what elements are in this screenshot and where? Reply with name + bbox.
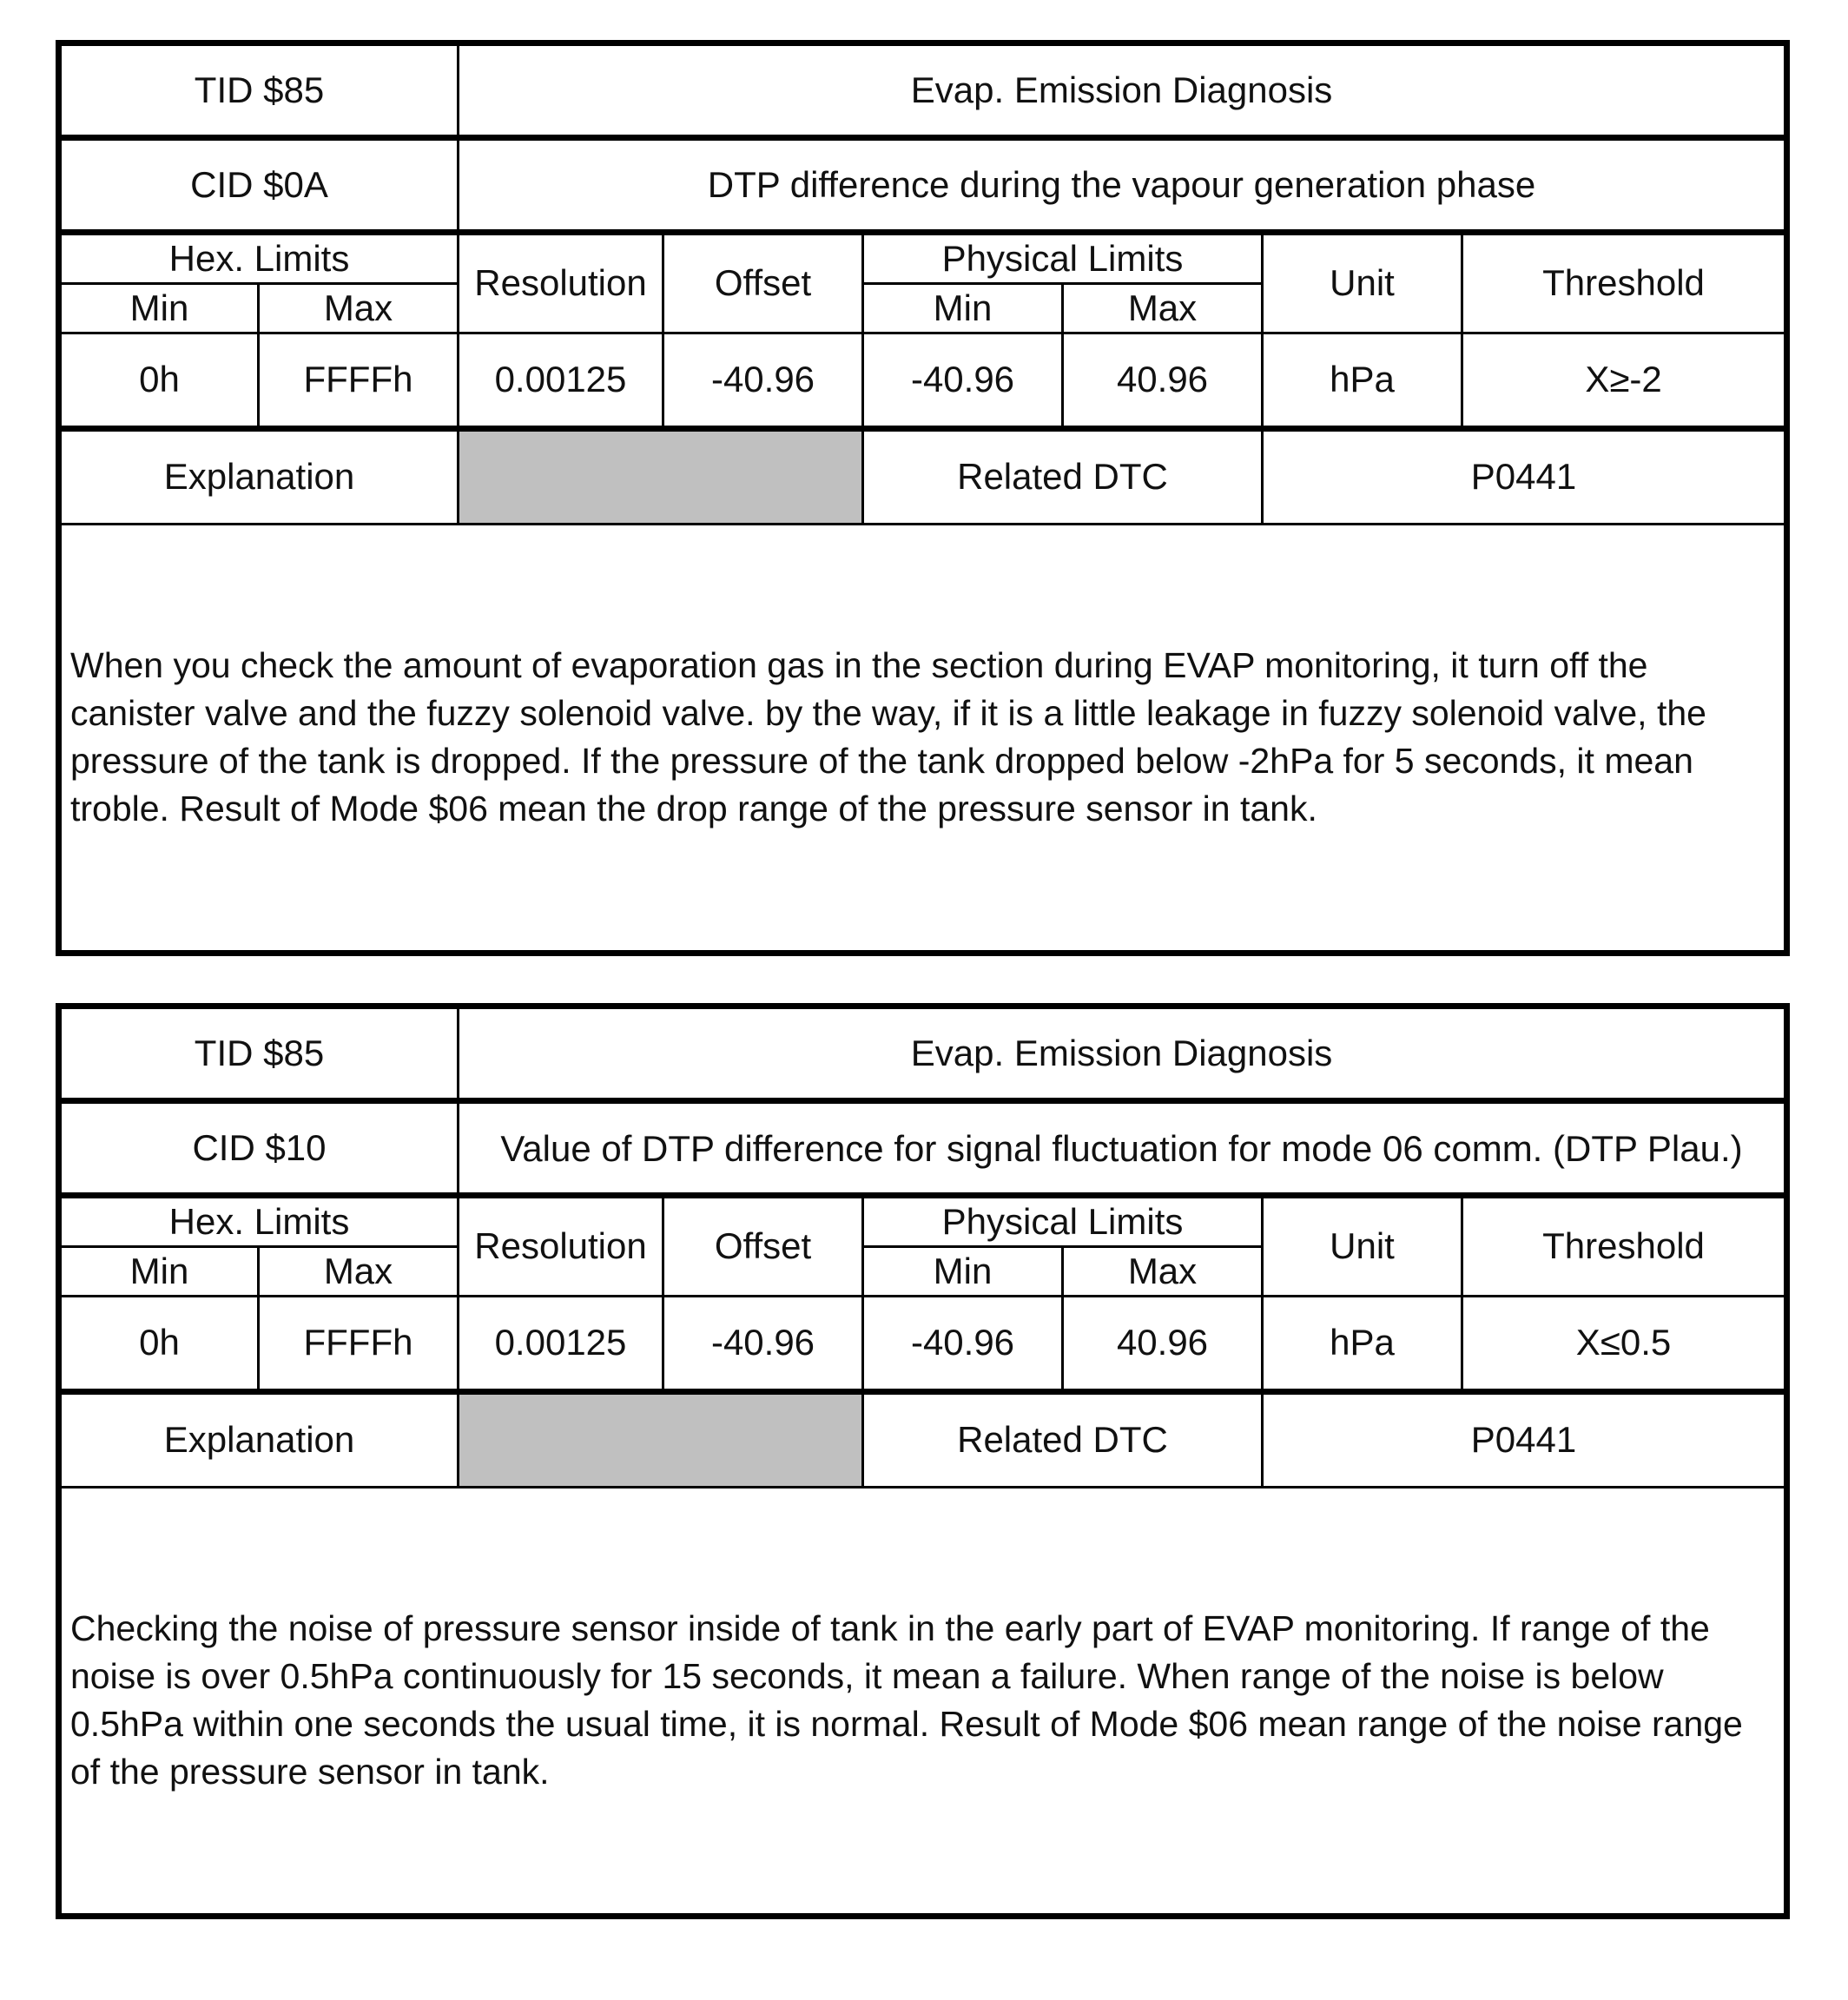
phys-min-value: -40.96 (863, 333, 1063, 428)
gray-blank-cell (459, 428, 863, 524)
phys-min-header: Min (863, 283, 1063, 333)
hex-max-value: FFFFh (259, 1296, 459, 1391)
hex-limits-header: Hex. Limits (59, 1196, 459, 1247)
hex-max-value: FFFFh (259, 333, 459, 428)
explanation-text: Checking the noise of pressure sensor inside of tank in the early part of EVAP monitoring. If range of the noise is over 0.5hPa continuously for 15 seconds, it mean a failure. When range of the noise is below 0.5hPa within one seconds the usual time, it is normal. Result of Mode $06 mean range of the noise range of the pressure sensor in tank. (59, 1487, 1787, 1916)
mode06-spec-table-2 (56, 1003, 1790, 1919)
tid-description: Evap. Emission Diagnosis (459, 1007, 1787, 1101)
hex-max-header: Max (259, 1246, 459, 1296)
cid-cell: CID $0A (59, 138, 459, 233)
phys-min-value: -40.96 (863, 1296, 1063, 1391)
resolution-value: 0.00125 (459, 1296, 663, 1391)
tid-description: Evap. Emission Diagnosis (459, 43, 1787, 138)
phys-max-header: Max (1063, 1246, 1263, 1296)
unit-value: hPa (1263, 1296, 1462, 1391)
unit-value: hPa (1263, 333, 1462, 428)
resolution-header: Resolution (459, 233, 663, 333)
offset-value: -40.96 (663, 333, 863, 428)
related-dtc-value: P0441 (1263, 1391, 1787, 1487)
resolution-header: Resolution (459, 1196, 663, 1297)
gray-blank-cell (459, 1391, 863, 1487)
cid-description: Value of DTP difference for signal fluctuation for mode 06 comm. (DTP Plau.) (459, 1101, 1787, 1196)
cid-description: DTP difference during the vapour generation phase (459, 138, 1787, 233)
phys-max-value: 40.96 (1063, 1296, 1263, 1391)
tid-cell: TID $85 (59, 1007, 459, 1101)
offset-value: -40.96 (663, 1296, 863, 1391)
hex-max-header: Max (259, 283, 459, 333)
phys-max-header: Max (1063, 283, 1263, 333)
explanation-label: Explanation (59, 1391, 459, 1487)
unit-header: Unit (1263, 233, 1462, 333)
physical-limits-header: Physical Limits (863, 1196, 1263, 1247)
hex-limits-header: Hex. Limits (59, 233, 459, 284)
related-dtc-label: Related DTC (863, 1391, 1263, 1487)
phys-max-value: 40.96 (1063, 333, 1263, 428)
physical-limits-header: Physical Limits (863, 233, 1263, 284)
phys-min-header: Min (863, 1246, 1063, 1296)
threshold-value: X≥-2 (1462, 333, 1787, 428)
related-dtc-label: Related DTC (863, 428, 1263, 524)
threshold-header: Threshold (1462, 233, 1787, 333)
tid-cell: TID $85 (59, 43, 459, 138)
offset-header: Offset (663, 233, 863, 333)
unit-header: Unit (1263, 1196, 1462, 1297)
hex-min-value: 0h (59, 333, 259, 428)
threshold-value: X≤0.5 (1462, 1296, 1787, 1391)
offset-header: Offset (663, 1196, 863, 1297)
cid-cell: CID $10 (59, 1101, 459, 1196)
hex-min-value: 0h (59, 1296, 259, 1391)
hex-min-header: Min (59, 283, 259, 333)
mode06-spec-table-1 (56, 40, 1790, 956)
resolution-value: 0.00125 (459, 333, 663, 428)
related-dtc-value: P0441 (1263, 428, 1787, 524)
explanation-label: Explanation (59, 428, 459, 524)
threshold-header: Threshold (1462, 1196, 1787, 1297)
hex-min-header: Min (59, 1246, 259, 1296)
explanation-text: When you check the amount of evaporation gas in the section during EVAP monitoring, it turn off the canister valve and the fuzzy solenoid valve. by the way, if it is a little leakage in fuzzy solenoid valve, the pressure of the tank is dropped. If the pressure of the tank dropped below -2hPa for 5 seconds, it mean troble. Result of Mode $06 mean the drop range of the pressure sensor in tank. (59, 524, 1787, 953)
